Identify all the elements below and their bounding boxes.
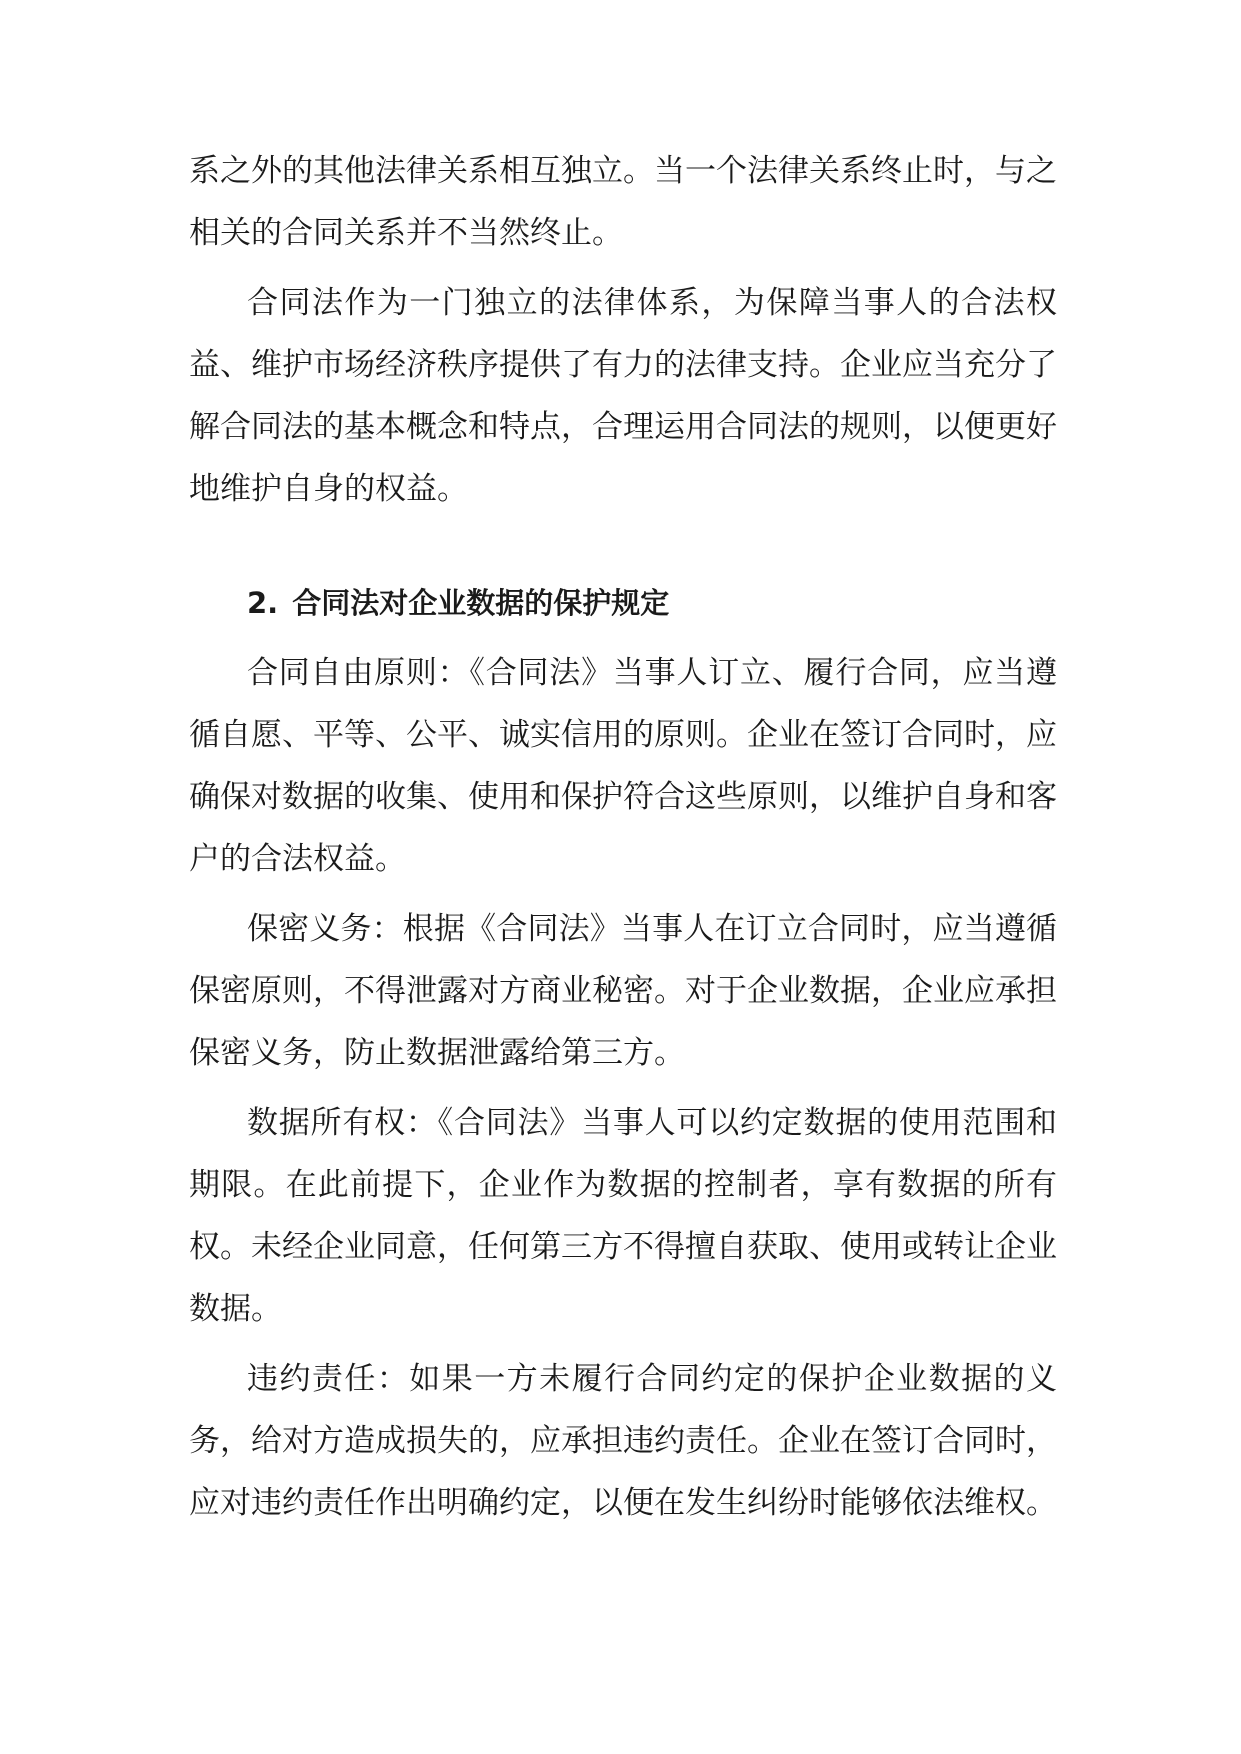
document-page [189, 140, 1057, 1534]
paragraph-data-ownership: 数据所有权：《合同法》当事人可以约定数据的使用范围和期限。在此前提下，企业作为数据的控制者，享有数据的所有权。未经企业同意，任何第三方不得擅自获取、使用或转让企业数据。 [189, 1105, 1057, 1327]
paragraph-confidentiality: 保密义务：根据《合同法》当事人在订立合同时，应当遵循保密原则，不得泄露对方商业秘密。对于企业数据，企业应承担保密义务，防止数据泄露给第三方。 [189, 911, 1057, 1071]
paragraph-continuation: 系之外的其他法律关系相互独立。当一个法律关系终止时，与之相关的合同关系并不当然终止。 [189, 153, 1057, 251]
paragraph-liability: 违约责任：如果一方未履行合同约定的保护企业数据的义务，给对方造成损失的，应承担违约责任。企业在签订合同时，应对违约责任作出明确约定，以便在发生纠纷时能够依法维权。 [189, 1361, 1057, 1521]
paragraph-contract-law-summary: 合同法作为一门独立的法律体系，为保障当事人的合法权益、维护市场经济秩序提供了有力的法律支持。企业应当充分了解合同法的基本概念和特点，合理运用合同法的规则，以便更好地维护自身的权益。 [189, 285, 1057, 507]
section-number: 2. [247, 586, 279, 620]
paragraph-freedom-of-contract: 合同自由原则：《合同法》当事人订立、履行合同，应当遵循自愿、平等、公平、诚实信用的原则。企业在签订合同时，应确保对数据的收集、使用和保护符合这些原则，以维护自身和客户的合法权益。 [189, 655, 1057, 877]
section-title: 合同法对企业数据的保护规定 [292, 586, 670, 620]
section-heading [189, 572, 1057, 634]
